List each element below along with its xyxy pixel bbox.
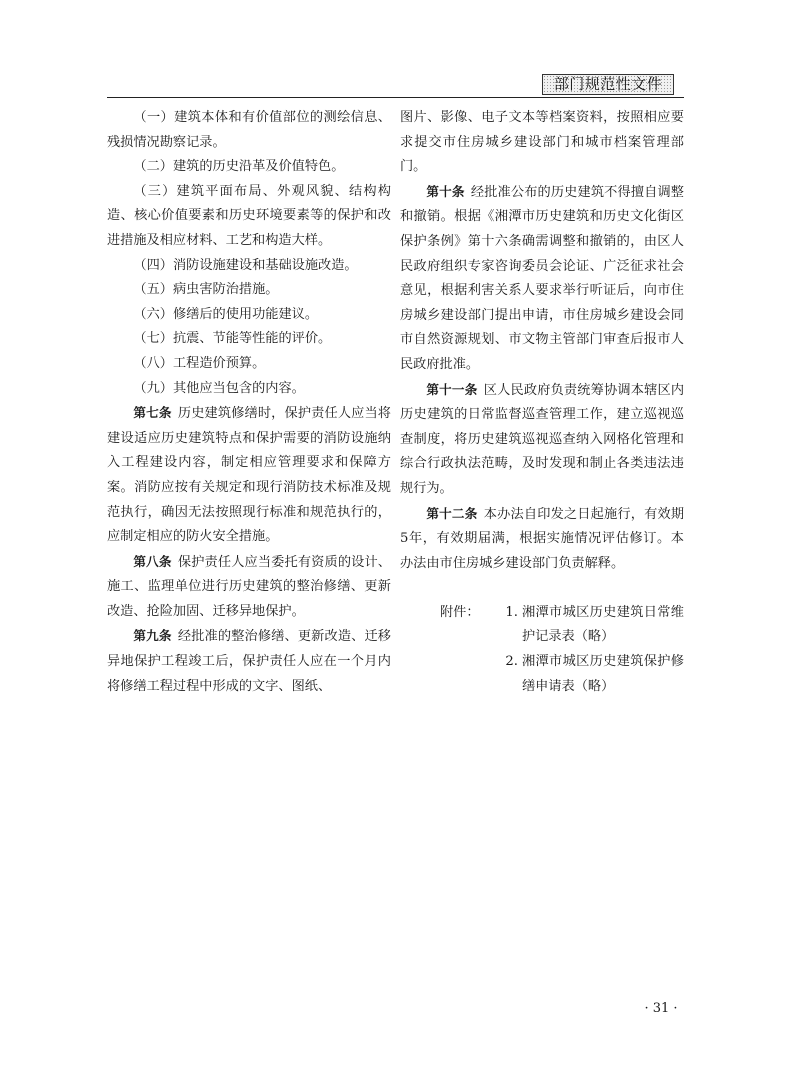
article-7: [107, 401, 391, 550]
attachment-indent: [400, 650, 498, 699]
attachments: [400, 601, 684, 699]
item-6: （六）修缮后的使用功能建议。: [133, 306, 319, 322]
item-3: （三）建筑平面布局、外观风貌、结构构造、核心价值要素和历史环境要素等的保护和改进措施及相应材料、工艺和构造大样。: [107, 183, 391, 248]
right-column: [400, 106, 684, 699]
article-10-heading: 第十条: [426, 183, 465, 199]
article-12: [400, 502, 684, 577]
left-column: [107, 106, 391, 699]
attachment-2: [400, 650, 684, 699]
item-4: （四）消防设施建设和基础设施改造。: [133, 257, 358, 273]
article-10-body: 经批准公布的历史建筑不得擅自调整和撤销。根据《湘潭市历史建筑和历史文化街区保护条例》第十六条确需调整和撤销的，由区人民政府组织专家咨询委员会论证、广泛征求社会意见，根据利害关系人要求举行听证后，向市住房城乡建设部门提出申请，市住房城乡建设会同市自然资源规划、市文物主管部门审查后报市人民政府批准。: [400, 184, 684, 372]
article-11-body: 区人民政府负责统筹协调本辖区内历史建筑的日常监督巡查管理工作，建立巡视巡查制度，将历史建筑巡视巡查纳入网格化管理和综合行政执法范畴，及时发现和制止各类违法违规行为。: [400, 382, 685, 496]
attachment-1-title: 湘潭市城区历史建筑日常维护记录表（略）: [522, 604, 684, 645]
item-8: （八）工程造价预算。: [133, 355, 266, 371]
article-8-body: 保护责任人应当委托有资质的设计、施工、监理单位进行历史建筑的整治修缮、更新改造、抢险加固、迁移异地保护。: [107, 554, 391, 619]
attachment-2-number: 2.: [505, 654, 518, 670]
header-rule: [107, 97, 684, 98]
article-7-heading: 第七条: [133, 405, 172, 421]
item-7: （七）抗震、节能等性能的评价。: [133, 331, 332, 347]
article-9-heading: 第九条: [133, 628, 172, 644]
article-12-heading: 第十二条: [426, 505, 478, 521]
article-8-heading: 第八条: [133, 553, 172, 569]
item-2: （二）建筑的历史沿革及价值特色。: [133, 159, 345, 175]
article-11: [400, 378, 684, 502]
article-9-body: 经批准的整治修缮、更新改造、迁移异地保护工程竣工后，保护责任人应在一个月内将修缮工程过程中形成的文字、图纸、: [107, 629, 391, 694]
item-9: （九）其他应当包含的内容。: [133, 380, 305, 396]
article-9: [107, 624, 391, 699]
page-number: · 31 ·: [644, 1001, 678, 1016]
article-7-body: 历史建筑修缮时，保护责任人应当将建设适应历史建筑特点和保护需要的消防设施纳入工程建设内容，制定相应管理要求和保障方案。消防应按有关规定和现行消防技术标准及规范执行，确因无法按照现行标准和规范执行的，应制定相应的防火安全措施。: [107, 406, 391, 545]
attachment-1-number: 1.: [505, 604, 518, 620]
attachment-1: [400, 601, 684, 650]
attachments-label: 附件：: [440, 604, 480, 620]
section-title-tag: 部门规范性文件: [542, 74, 674, 95]
article-8: [107, 550, 391, 625]
article-10: [400, 180, 684, 378]
article-9-continuation: 图片、影像、电子文本等档案资料，按照相应要求提交市住房城乡建设部门和城市档案管理部门。: [400, 110, 684, 175]
article-12-body: 本办法自印发之日起施行，有效期5年，有效期届满，根据实施情况评估修订。本办法由市住房城乡建设部门负责解释。: [400, 506, 685, 571]
item-1: （一）建筑本体和有价值部位的测绘信息、残损情况勘察记录。: [107, 110, 391, 150]
attachment-2-title: 湘潭市城区历史建筑保护修缮申请表（略）: [522, 654, 684, 694]
item-5: （五）病虫害防治措施。: [133, 282, 279, 298]
article-11-heading: 第十一条: [426, 381, 478, 397]
